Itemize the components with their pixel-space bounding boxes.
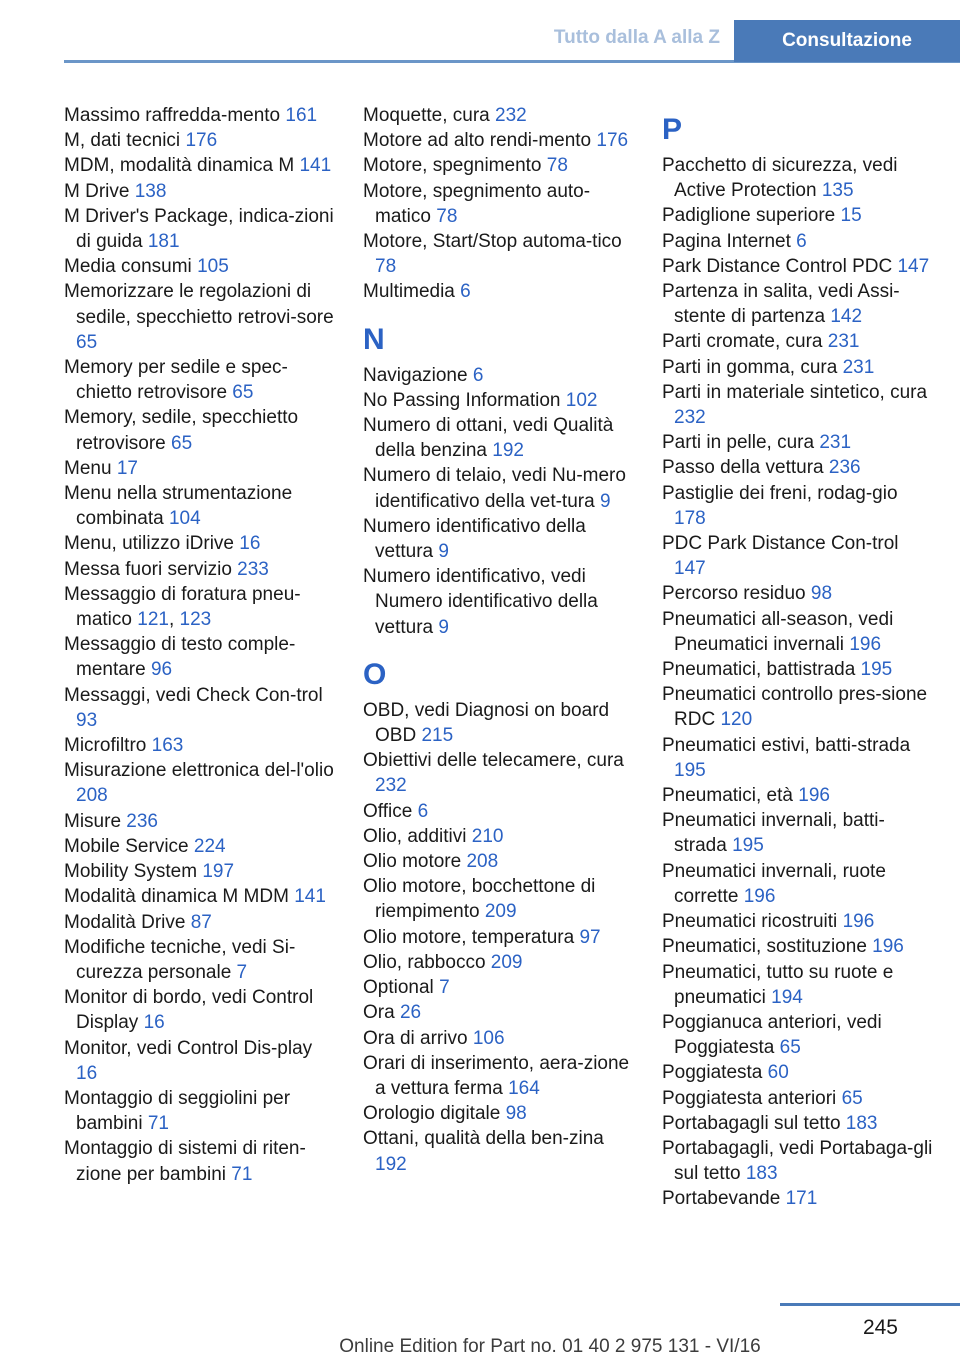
index-entry [662, 1186, 934, 1211]
page-reference-link[interactable]: 196 [743, 885, 776, 907]
header-chapter-tab [734, 20, 960, 62]
index-entry [363, 463, 635, 513]
index-entry-term: Parti in materiale sintetico, cura [662, 381, 928, 403]
index-entry-term: Numero identificativo della vettura [363, 515, 586, 563]
index-entry-term: Olio motore, temperatura [363, 926, 575, 948]
index-entry [64, 582, 336, 632]
index-entry [662, 1086, 934, 1111]
index-entry-term: Monitor di bordo, vedi Control Display [64, 987, 314, 1034]
index-entry [363, 564, 635, 640]
index-entry [363, 975, 635, 1000]
index-entry-term: Motore, spegnimento [363, 155, 542, 177]
index-entry-term: Montaggio di seggiolini per bambini [64, 1087, 291, 1135]
index-entry [363, 748, 635, 798]
index-entry-term: M Driver's Package, indica-zioni di guida [64, 205, 334, 253]
page-reference-link[interactable]: 16 [239, 533, 261, 555]
page-reference-link[interactable]: 138 [134, 180, 167, 202]
index-entry-term: Orologio digitale [363, 1103, 501, 1125]
index-entry-term: Olio, rabbocco [363, 951, 486, 973]
index-entry-term: Office [363, 800, 413, 822]
page-reference-link[interactable]: 106 [472, 1027, 505, 1049]
page-reference-link[interactable]: 102 [565, 389, 598, 411]
index-entry-term: Olio, additivi [363, 825, 467, 847]
index-entry-term: Messaggio di foratura pneu-matico [64, 583, 301, 631]
index-entry-term: Memory, sedile, specchietto retrovisore [64, 407, 299, 454]
page-reference-link[interactable]: 161 [285, 105, 318, 126]
index-entry [662, 203, 934, 228]
header-section-title: Tutto dalla A alla Z [553, 27, 720, 48]
index-entry-term: Pneumatici controllo pres-sione RDC [662, 684, 928, 731]
page-reference-link[interactable]: 16 [76, 1062, 98, 1084]
index-entry [64, 531, 336, 556]
page-reference-link[interactable]: 9 [599, 490, 611, 512]
index-entry [662, 808, 934, 858]
index-entry [64, 859, 336, 884]
page-reference-link[interactable]: 7 [236, 961, 248, 983]
page-reference-link[interactable]: 232 [674, 407, 706, 429]
index-entry-term: Portabevande [662, 1188, 781, 1210]
index-entry [662, 934, 934, 959]
index-entry [64, 355, 336, 405]
index-entry-term: Parti in gomma, cura [662, 356, 838, 378]
index-entry [363, 1051, 635, 1101]
index-entry-term: Poggianuca anteriori, vedi Poggiatesta [662, 1011, 882, 1059]
page-reference-link[interactable]: 176 [185, 130, 218, 152]
index-entry [64, 935, 336, 985]
index-entry-term: Messaggio di testo comple-mentare [64, 634, 296, 681]
page-reference-link[interactable]: 17 [116, 457, 138, 479]
page-reference-link[interactable]: 197 [202, 861, 235, 883]
index-entry [662, 329, 934, 354]
page-reference-link[interactable]: 15 [840, 205, 862, 227]
index-entry [662, 1010, 934, 1060]
index-entry [662, 455, 934, 480]
index-entry [662, 859, 934, 909]
page-reference-link[interactable]: 65 [779, 1037, 801, 1059]
page-reference-link[interactable]: 7 [439, 977, 450, 999]
index-entry [662, 1060, 934, 1085]
header-chapter-label: Consultazione [782, 30, 912, 51]
index-entry-term: Memorizzare le regolazioni di sedile, specchietto retrovi-sore [64, 281, 334, 328]
index-entry-term: Messa fuori servizio [64, 558, 232, 580]
index-entry-term: Memory per sedile e spec-chietto retrovisore [64, 357, 288, 404]
index-entry-term: Passo della vettura [662, 457, 824, 479]
index-entry-term: Numero di ottani, vedi Qualità della benzina [363, 415, 614, 462]
page-reference-link[interactable]: 147 [674, 558, 706, 580]
index-entry-term: Poggiatesta [662, 1062, 763, 1084]
index-entry-term: M Drive [64, 180, 130, 202]
index-entry [363, 103, 635, 128]
index-entry [662, 531, 934, 581]
index-entry [64, 884, 336, 909]
index-entry [363, 153, 635, 178]
index-entry [64, 179, 336, 204]
index-entry [363, 514, 635, 564]
index-entry-term: Pneumatici, sostituzione [662, 936, 867, 958]
page-reference-link[interactable]: 78 [436, 205, 458, 227]
page-reference-link[interactable]: 231 [819, 432, 852, 454]
index-entry-term: Ottani, qualità della ben-zina [363, 1128, 604, 1150]
index-entry [363, 229, 635, 279]
index-entry-term: Pneumatici invernali, ruote corrette [662, 860, 886, 907]
index-entry [662, 581, 934, 606]
index-entry [64, 481, 336, 531]
page-reference-link[interactable]: 97 [579, 926, 601, 948]
index-entry [363, 950, 635, 975]
index-entry-term: Pneumatici, tutto su ruote e pneumatici [662, 961, 894, 1008]
index-entry [64, 1136, 336, 1186]
page-reference-link[interactable]: 78 [546, 155, 568, 177]
page-reference-link[interactable]: 208 [76, 785, 108, 807]
index-entry [64, 683, 336, 733]
index-entry-term: Portabagagli sul tetto [662, 1112, 841, 1134]
index-entry [363, 799, 635, 824]
page-reference-link[interactable]: 98 [810, 583, 833, 605]
index-entry [662, 229, 934, 254]
page-reference-link[interactable]: 105 [197, 256, 229, 278]
index-entry [363, 1126, 635, 1176]
index-entry [662, 657, 934, 682]
index-entry-term: Orari di inserimento, aera-zione a vettura ferma [363, 1052, 630, 1099]
page-reference-link[interactable]: 192 [375, 1153, 407, 1175]
index-entry-term: Partenza in salita, vedi Assi-stente di partenza [662, 281, 900, 328]
index-entry-term: Modalità dinamica M MDM [64, 886, 289, 908]
page-reference-link[interactable]: 6 [472, 364, 484, 386]
page-reference-link[interactable]: 224 [193, 835, 226, 857]
page-reference-link[interactable]: 164 [508, 1077, 540, 1099]
page-reference-link[interactable]: 163 [151, 735, 184, 757]
index-entry-term: Olio motore [363, 851, 462, 873]
index-entry [662, 153, 934, 203]
page-reference-link[interactable]: 65 [171, 432, 193, 454]
page-reference-link[interactable]: 6 [417, 800, 429, 822]
index-entry-term: Menu [64, 457, 112, 479]
index-entry [64, 733, 336, 758]
index-entry [662, 430, 934, 455]
index-column-3 [662, 103, 934, 1212]
page-reference-link[interactable]: 65 [232, 382, 254, 404]
index-entry-term: Menu nella strumentazione combinata [64, 483, 293, 530]
index-entry-term: Obiettivi delle telecamere, cura [363, 750, 624, 772]
page-reference-link[interactable]: 215 [421, 725, 454, 747]
page-reference-link[interactable]: 93 [76, 709, 98, 731]
index-entry [64, 279, 336, 355]
index-entry-term: Portabagagli, vedi Portabaga-gli sul tetto [662, 1137, 933, 1185]
page-reference-link[interactable]: 87 [190, 911, 212, 933]
index-entry-term: Optional [363, 977, 434, 999]
index-entry-term: Misurazione elettronica del-l'olio [64, 760, 334, 782]
page-reference-link[interactable]: 208 [466, 851, 499, 873]
index-entry-term: Motore, Start/Stop automa-tico [363, 231, 622, 253]
page-reference-link[interactable]: 196 [842, 911, 875, 933]
index-column-1 [64, 103, 336, 1187]
page-reference-link[interactable]: 192 [492, 440, 524, 462]
index-entry-term: Parti cromate, cura [662, 331, 823, 353]
index-entry [363, 1000, 635, 1025]
page-reference-link[interactable]: 209 [490, 951, 523, 973]
page-reference-link[interactable]: 104 [168, 508, 201, 530]
page-reference-link[interactable]: 141 [299, 155, 332, 177]
page-reference-link[interactable]: 65 [841, 1087, 863, 1109]
page-reference-link[interactable]: 16 [143, 1012, 165, 1034]
index-entry-term: Motore, spegnimento auto-matico [363, 180, 591, 227]
index-entry-term: Mobility System [64, 861, 198, 883]
page-reference-link[interactable]: 96 [150, 659, 173, 681]
footer-rule [780, 1303, 960, 1306]
index-entry [662, 279, 934, 329]
index-entry [363, 279, 635, 304]
index-entry-term: Pneumatici estivi, batti-strada [662, 734, 911, 756]
index-entry [363, 363, 635, 388]
page-reference-link[interactable]: 26 [399, 1002, 422, 1024]
index-entry [64, 204, 336, 254]
index-entry-term: Navigazione [363, 364, 468, 386]
index-letter-heading: P [662, 113, 683, 146]
index-entry [363, 698, 635, 748]
index-entry-term: Poggiatesta anteriori [662, 1087, 837, 1109]
page-reference-link[interactable]: 147 [897, 255, 930, 277]
page-reference-link[interactable]: 171 [785, 1188, 818, 1210]
page-separator: , [168, 609, 175, 631]
page-reference-link[interactable]: 196 [849, 633, 882, 655]
index-letter-heading: N [363, 322, 385, 356]
index-entry [662, 783, 934, 808]
index-entry [363, 179, 635, 229]
index-entry [64, 1036, 336, 1086]
index-entry-term: Ora di arrivo [363, 1027, 468, 1049]
page-reference-link[interactable]: 142 [830, 306, 863, 328]
page-reference-link[interactable]: 233 [237, 558, 269, 580]
index-entry [64, 456, 336, 481]
page-reference-link[interactable]: 231 [842, 356, 875, 378]
index-entry-term: Numero di telaio, vedi Nu-mero identificativo della vet-tura [363, 465, 626, 512]
index-entry [64, 557, 336, 582]
index-entry-term: M, dati tecnici [64, 130, 181, 152]
index-entry [64, 405, 336, 455]
page-reference-link[interactable]: 210 [471, 825, 504, 847]
page-reference-link[interactable]: 98 [505, 1103, 527, 1125]
index-entry-term: Pneumatici, battistrada [662, 659, 856, 681]
index-entry [662, 960, 934, 1010]
page-reference-link[interactable]: 9 [438, 616, 449, 638]
index-entry [363, 874, 635, 924]
index-entry-term: Pneumatici ricostruiti [662, 911, 838, 933]
page-reference-link[interactable]: 181 [147, 231, 180, 253]
page-reference-link[interactable]: 183 [845, 1112, 878, 1134]
index-entry-term: Park Distance Control PDC [662, 255, 893, 277]
index-entry [64, 632, 336, 682]
page-reference-link[interactable]: 6 [796, 230, 807, 252]
index-entry-term: Modalità Drive [64, 911, 186, 933]
index-entry-term: Montaggio di sistemi di riten-zione per bambini [64, 1138, 306, 1185]
index-entry-term: Pneumatici all-season, vedi Pneumatici invernali [662, 608, 894, 655]
index-entry [64, 809, 336, 834]
index-entry [363, 388, 635, 413]
page-reference-link[interactable]: 123 [179, 609, 212, 631]
index-entry [363, 1026, 635, 1051]
index-entry [64, 128, 336, 153]
index-entry-term: Pacchetto di sicurezza, vedi Active Protection [662, 155, 898, 202]
index-entry [662, 481, 934, 531]
page-reference-link[interactable]: 195 [732, 835, 764, 857]
index-entry [662, 733, 934, 783]
index-entry [662, 254, 934, 279]
page-reference-link[interactable]: 232 [375, 775, 407, 797]
index-entry [662, 909, 934, 934]
page-reference-link[interactable]: 232 [495, 105, 527, 126]
page-reference-link[interactable]: 196 [798, 785, 830, 807]
footer-edition: Online Edition for Part no. 01 40 2 975 131 - VI/16 [339, 1336, 761, 1357]
page-reference-link[interactable]: 196 [872, 936, 904, 958]
page-reference-link[interactable]: 65 [76, 331, 98, 353]
index-entry-term: Parti in pelle, cura [662, 432, 815, 454]
index-entry [64, 834, 336, 859]
index-entry [363, 1101, 635, 1126]
index-entry [64, 254, 336, 279]
page-reference-link[interactable]: 236 [126, 810, 158, 832]
page-reference-link[interactable]: 78 [375, 256, 397, 278]
page-reference-link[interactable]: 141 [294, 886, 326, 908]
index-entry [363, 128, 635, 153]
page-reference-link[interactable]: 120 [720, 709, 753, 731]
page-reference-link[interactable]: 135 [821, 180, 854, 202]
page-reference-link[interactable]: 195 [674, 759, 706, 781]
page-reference-link[interactable]: 195 [860, 659, 893, 681]
index-entry-term: Menu, utilizzo iDrive [64, 533, 234, 555]
index-entry [64, 910, 336, 935]
page-reference-link[interactable]: 121 [137, 609, 169, 631]
index-entry [662, 380, 934, 430]
index-entry-term: Multimedia [363, 281, 455, 303]
index-entry [662, 355, 934, 380]
index-entry-term: Olio motore, bocchettone di riempimento [363, 876, 596, 923]
index-entry [662, 607, 934, 657]
page-reference-link[interactable]: 71 [231, 1163, 253, 1185]
index-entry-term: Modifiche tecniche, vedi Si-curezza personale [64, 936, 296, 983]
index-entry [363, 925, 635, 950]
index-entry-term: Monitor, vedi Control Dis-play [64, 1037, 313, 1059]
page-reference-link[interactable]: 178 [674, 507, 706, 529]
index-letter-heading: O [363, 657, 387, 691]
index-entry-term: Pneumatici, età [662, 785, 793, 807]
index-entry-term: Media consumi [64, 256, 192, 278]
index-entry [64, 758, 336, 808]
index-entry [662, 1111, 934, 1136]
index-entry-term: Ora [363, 1002, 395, 1024]
index-entry-term: Moquette, cura [363, 105, 490, 126]
page-reference-link[interactable]: 176 [596, 130, 629, 152]
index-entry-term: Microfiltro [64, 735, 147, 757]
index-entry [662, 682, 934, 732]
index-entry-term: Pneumatici invernali, batti-strada [662, 810, 885, 857]
index-entry [64, 1086, 336, 1136]
index-entry-term: Misure [64, 810, 122, 832]
index-entry-term: No Passing Information [363, 389, 561, 411]
index-entry-term: Numero identificativo, vedi Numero identificativo della vettura [363, 566, 598, 638]
index-entry-term: MDM, modalità dinamica M [64, 155, 295, 177]
page-reference-link[interactable]: 194 [771, 986, 803, 1008]
index-entry-term: Messaggi, vedi Check Con-trol [64, 684, 323, 706]
index-entry-term: Mobile Service [64, 835, 189, 857]
page-reference-link[interactable]: 71 [147, 1113, 169, 1135]
index-entry [64, 985, 336, 1035]
index-entry-term: Percorso residuo [662, 583, 806, 605]
index-entry [662, 1136, 934, 1186]
index-entry [363, 824, 635, 849]
page-reference-link[interactable]: 236 [828, 457, 861, 479]
index-entry-term: Pagina Internet [662, 230, 791, 252]
index-entry-term: OBD, vedi Diagnosi on board OBD [363, 699, 610, 747]
index-entry-term: Pastiglie dei freni, rodag-gio [662, 482, 898, 504]
page-reference-link[interactable]: 60 [767, 1062, 789, 1084]
index-entry [64, 153, 336, 178]
page-number: 245 [862, 1316, 898, 1339]
page-reference-link[interactable]: 6 [460, 281, 471, 303]
index-column-2 [363, 103, 635, 1177]
page-reference-link[interactable]: 231 [827, 331, 860, 353]
index-entry-term: Motore ad alto rendi-mento [363, 130, 592, 152]
page-reference-link[interactable]: 209 [484, 901, 517, 923]
index-entry-term: Padiglione superiore [662, 205, 836, 227]
index-entry [363, 413, 635, 463]
index-entry [363, 849, 635, 874]
page-reference-link[interactable]: 183 [745, 1163, 778, 1185]
index-entry-term: PDC Park Distance Con-trol [662, 533, 899, 555]
index-entry-term: Massimo raffredda-mento [64, 105, 281, 126]
index-entry [64, 103, 336, 128]
page-reference-link[interactable]: 9 [438, 541, 449, 563]
